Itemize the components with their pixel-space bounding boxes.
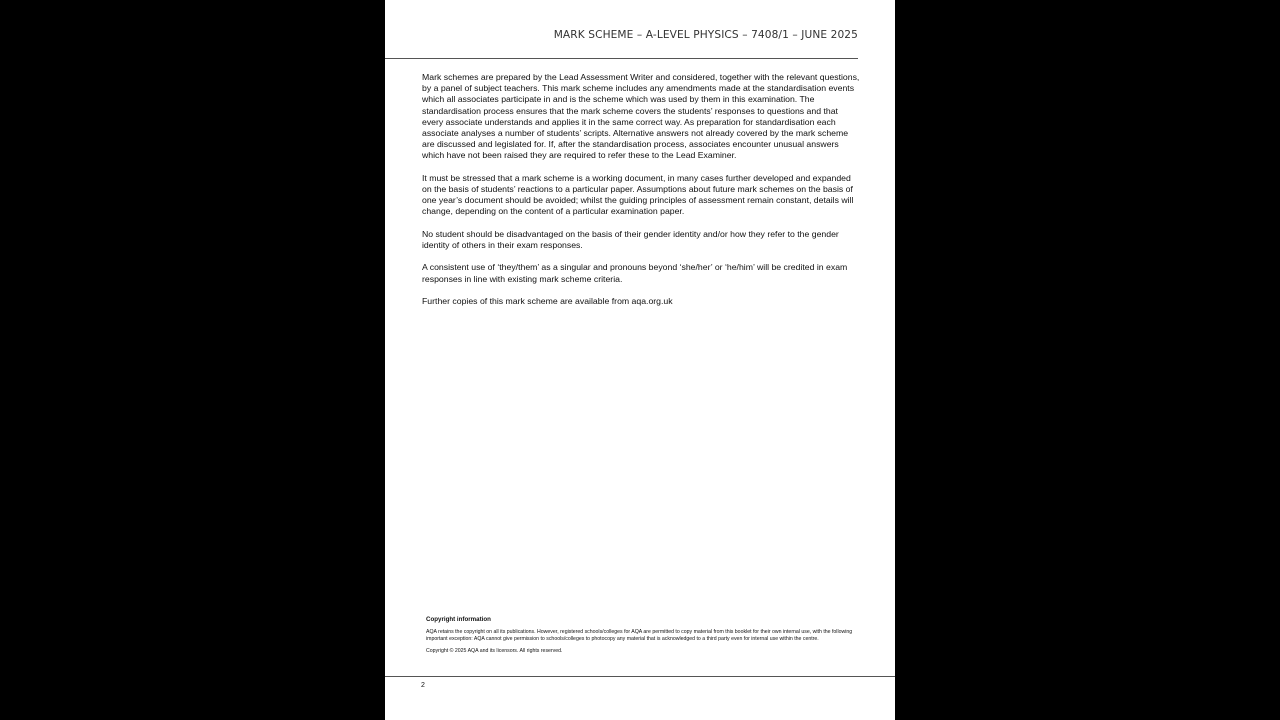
paragraph-mark-schemes-prepared: Mark schemes are prepared by the Lead Assessment Writer and considered, together with the relevant questions, by a panel of subject teachers. This mark scheme includes any amendments made at the standardisation events which all associates participate in and is the scheme which was used by them in this examination. The standardisation process ensures that the mark scheme covers the students’ responses to questions and that every associate understands and applies it in the same correct way. As preparation for standardisation each associate analyses a number of students’ scripts. Alternative answers not already covered by the mark scheme are discussed and legislated for. If, after the standardisation process, associates encounter unusual answers which have not been raised they are required to refer these to the Lead Examiner. <box>422 72 860 161</box>
footer-divider <box>385 676 895 677</box>
page-number: 2 <box>421 682 425 689</box>
further-copies-text: Further copies of this mark scheme are available from aqa.org.uk <box>422 296 673 306</box>
paragraph-gender-identity: No student should be disadvantaged on the basis of their gender identity and/or how they refer to the gender identity of others in their exam responses. <box>422 228 839 251</box>
copyright-notice: Copyright © 2025 AQA and its licensors. All rights reserved. <box>426 648 563 655</box>
document-page <box>385 0 895 720</box>
copyright-title: Copyright information <box>426 616 491 623</box>
copyright-text: AQA retains the copyright on all its publications. However, registered schools/colleges for AQA are permitted to copy material from this booklet for their own internal use, with the following important exception: AQA cannot give permission to schools/colleges to photocopy any material that is acknowledged to a third party even for internal use within the centre. <box>426 629 853 643</box>
paragraph-working-document: It must be stressed that a mark scheme is a working document, in many cases further developed and expanded on the basis of students’ reactions to a particular paper. Assumptions about future mark schemes on the basis of one year’s document should be avoided; whilst the guiding principles of assessment remain constant, details will change, depending on the content of a particular examination paper. <box>422 172 854 217</box>
paragraph-pronouns: A consistent use of ‘they/them’ as a singular and pronouns beyond ‘she/her’ or ‘he/him’ will be credited in exam responses in line with existing mark scheme criteria. <box>422 262 848 284</box>
header-divider <box>385 58 858 59</box>
copyright-section <box>426 616 856 661</box>
document-body <box>422 72 860 318</box>
running-header: MARK SCHEME – A-LEVEL PHYSICS – 7408/1 – JUNE 2025 <box>553 29 858 41</box>
